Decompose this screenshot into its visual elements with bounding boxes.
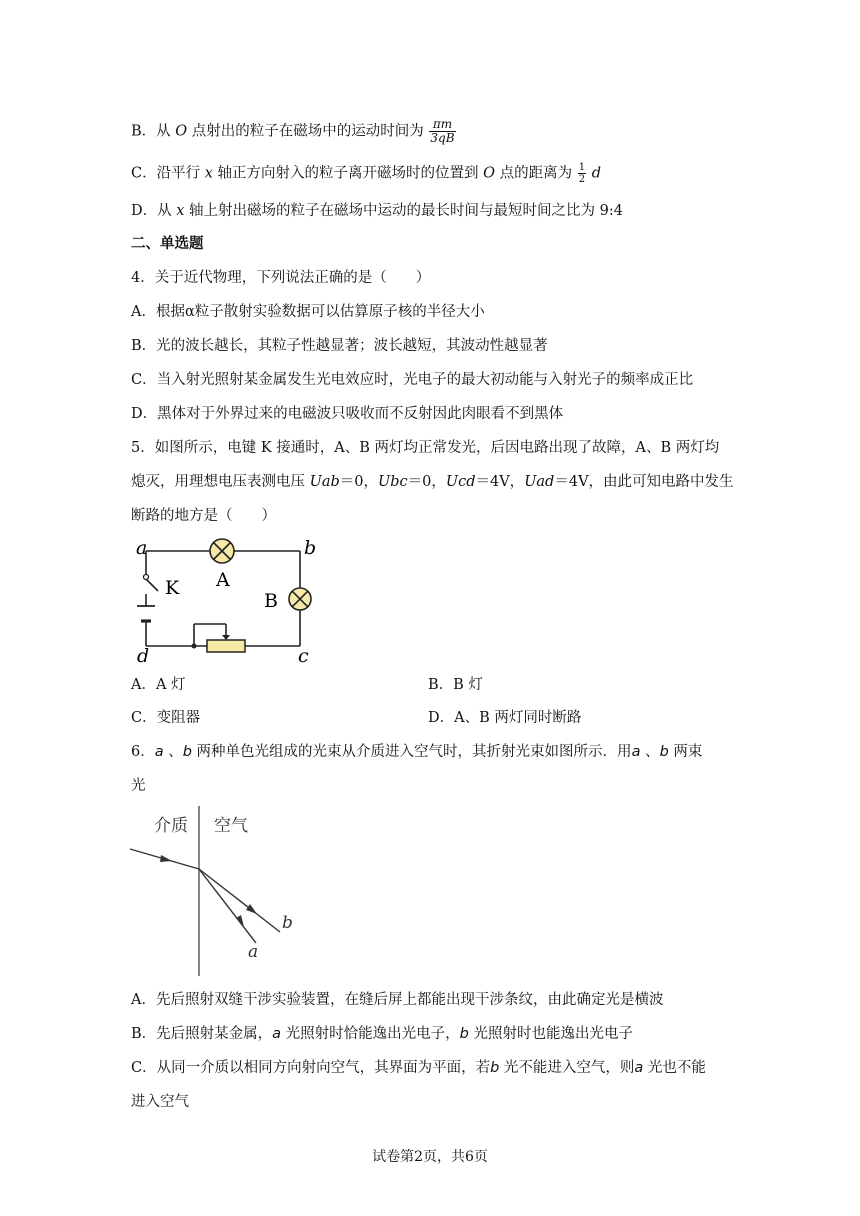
q6-option-a: A．先后照射双缝干涉实验装置，在缝后屏上都能出现干涉条纹，由此确定光是横波 — [131, 992, 664, 1008]
circuit-diagram — [130, 536, 330, 666]
option-text: 光不能进入空气，则 — [499, 1060, 635, 1076]
q5-option-d: D．A、B 两灯同时断路 — [428, 710, 582, 726]
q5-stem-line1: 5．如图所示，电键 K 接通时，A、B 两灯均正常发光，后因电路出现了故障，A、B 两灯均 — [131, 440, 720, 456]
stem-text: ＝4V， — [475, 474, 525, 490]
stem-text: 、 — [163, 744, 183, 760]
node-label-a: a — [136, 537, 148, 559]
q3-option-c — [131, 162, 601, 185]
option-text: 光也不能 — [643, 1060, 706, 1076]
option-text: B．从 — [131, 123, 171, 140]
axis-x: x — [204, 165, 213, 182]
stem-text: ＝0， — [339, 474, 378, 490]
stem-text: 熄灭，用理想电压表测电压 — [131, 474, 310, 490]
refraction-diagram — [128, 802, 308, 980]
stem-text: 、 — [640, 744, 660, 760]
junction-dot — [192, 644, 197, 649]
fraction-numerator: 1 — [578, 162, 586, 173]
stem-text: ＝0， — [407, 474, 446, 490]
rheostat-icon — [207, 640, 245, 652]
light-a: a — [272, 1026, 282, 1042]
q6-stem-line1 — [131, 742, 702, 762]
light-a: a — [631, 744, 641, 760]
node-label-d: d — [137, 645, 150, 666]
q5-stem-line2 — [131, 472, 734, 492]
node-label-c: c — [298, 645, 309, 666]
q6-option-b — [131, 1024, 633, 1044]
fraction — [429, 118, 455, 145]
voltage-label: Ubc — [378, 474, 408, 490]
point-o: O — [483, 165, 496, 182]
q6-stem-line2: 光 — [131, 778, 146, 794]
option-text: C．从同一介质以相同方向射向空气，其界面为平面，若 — [131, 1060, 491, 1076]
axis-x: x — [176, 203, 185, 219]
option-text: B．先后照射某金属， — [131, 1026, 273, 1042]
option-text: 轴正方向射入的粒子离开磁场时的位置到 — [217, 165, 479, 182]
distance-d: d — [591, 165, 602, 182]
light-b: b — [659, 744, 669, 760]
switch-contact — [144, 575, 149, 580]
q5-stem-line3: 断路的地方是（ ） — [131, 508, 276, 524]
light-b: b — [459, 1026, 469, 1042]
option-text: 点的距离为 — [499, 165, 573, 182]
ray-a-arrow-icon — [236, 915, 244, 927]
q3-option-b — [131, 118, 457, 145]
node-label-b: b — [304, 537, 317, 559]
voltage-label: Ucd — [445, 474, 476, 490]
light-a: a — [634, 1060, 644, 1076]
lamp-label-a: A — [216, 569, 230, 591]
lamp-a-icon — [210, 539, 234, 563]
option-text: 轴上射出磁场的粒子在磁场中运动的最长时间与最短时间之比为 9:4 — [189, 203, 623, 219]
point-o: O — [175, 123, 188, 140]
fraction-denominator: 3qB — [430, 131, 455, 145]
stem-text: 两束 — [668, 744, 703, 760]
lamp-label-b: B — [264, 590, 278, 612]
q5-option-c: C．变阻器 — [131, 710, 201, 726]
lamp-b-icon — [289, 588, 311, 610]
q4-option-a: A．根据α粒子散射实验数据可以估算原子核的半径大小 — [131, 304, 485, 320]
option-text: 点射出的粒子在磁场中的运动时间为 — [191, 123, 424, 140]
stem-text: 两种单色光组成的光束从介质进入空气时，其折射光束如图所示．用 — [191, 744, 632, 760]
voltage-label: Uad — [524, 474, 555, 490]
incident-arrow-icon — [160, 855, 172, 862]
medium-label: 介质 — [154, 816, 188, 836]
ray-label-a: a — [248, 942, 259, 962]
ray-b-arrow-icon — [246, 904, 257, 914]
q5-option-b: B．B 灯 — [428, 677, 483, 693]
switch-label-k: K — [165, 577, 180, 599]
air-label: 空气 — [214, 816, 248, 836]
light-b: b — [182, 744, 192, 760]
q6-option-c — [131, 1058, 706, 1078]
section-title: 二、单选题 — [131, 235, 204, 252]
q4-stem: 4．关于近代物理，下列说法正确的是（ ） — [131, 270, 431, 286]
q4-option-d: D．黑体对于外界过来的电磁波只吸收而不反射因此肉眼看不到黑体 — [131, 406, 564, 422]
option-text: C．沿平行 — [131, 165, 201, 182]
fraction-numerator: πm — [429, 118, 455, 132]
voltage-label: Uab — [309, 474, 340, 490]
page-footer: 试卷第2页，共6页 — [372, 1149, 488, 1165]
fraction-denominator: 2 — [578, 174, 586, 185]
q4-option-c: C．当入射光照射某金属发生光电效应时，光电子的最大初动能与入射光子的频率成正比 — [131, 372, 694, 388]
ray-label-b: b — [282, 913, 293, 933]
q3-option-d — [131, 201, 623, 221]
light-a: a — [154, 744, 164, 760]
q5-option-a: A．A 灯 — [131, 677, 186, 693]
stem-text: ＝4V，由此可知电路中发生 — [554, 474, 734, 490]
option-text: D．从 — [131, 203, 172, 219]
q4-option-b: B．光的波长越长，其粒子性越显著；波长越短，其波动性越显著 — [131, 338, 548, 354]
option-text: 光照射时也能逸出光电子 — [468, 1026, 633, 1042]
light-b: b — [490, 1060, 500, 1076]
stem-text: 6． — [131, 744, 155, 760]
q6-option-c-line2: 进入空气 — [131, 1094, 189, 1110]
option-text: 光照射时恰能逸出光电子， — [281, 1026, 460, 1042]
fraction — [578, 162, 586, 185]
